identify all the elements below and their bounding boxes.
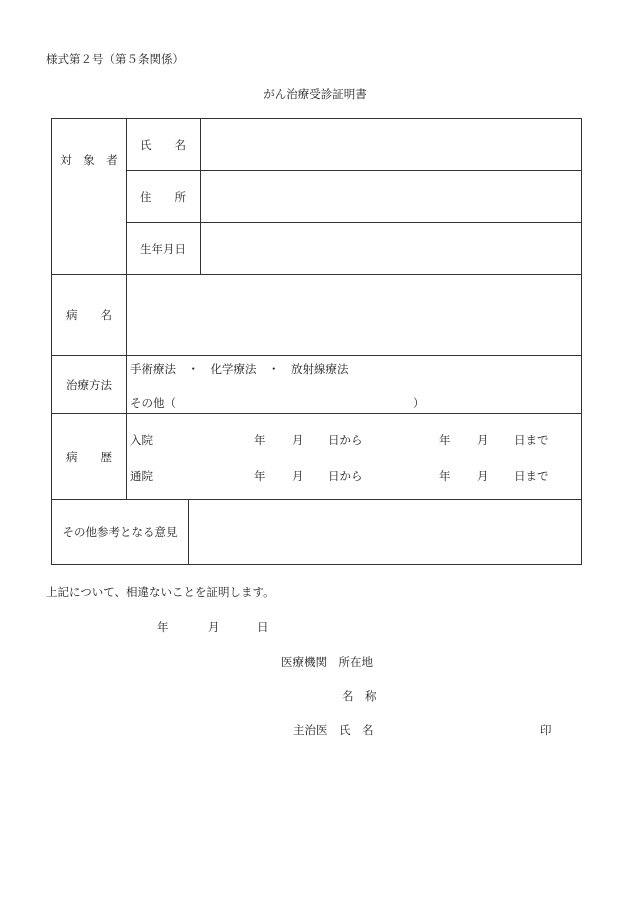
history-to-year: 年 [439,469,451,483]
certificate-table [51,118,582,565]
name-field[interactable] [201,119,581,170]
history-from-month: 月 [292,469,304,483]
history-to-month: 月 [477,469,489,483]
row-divider [52,413,581,414]
treatment-options[interactable]: 手術療法 ・ 化学療法 ・ 放射線療法 [130,362,349,376]
date-year: 年 [157,620,169,634]
disease-field[interactable] [127,275,581,355]
institution-name-label: 名 称 [342,689,377,703]
form-number: 様式第２号（第５条関係） [46,52,184,66]
history-from-month: 月 [292,433,304,447]
birthdate-field[interactable] [201,223,581,274]
history-kind: 通院 [130,469,153,483]
doctor-name-label: 主治医 氏 名 [293,723,374,737]
history-from-year: 年 [254,433,266,447]
treatment-other-field[interactable] [182,392,412,410]
history-from-day: 日から [328,433,363,447]
history-from-year: 年 [254,469,266,483]
address-label: 住 所 [140,189,186,204]
treatment-other-close: ） [413,396,425,410]
history-from-day: 日から [328,469,363,483]
seal-mark: 印 [540,723,552,737]
treatment-other-open: その他（ [130,396,176,410]
name-label: 氏 名 [140,137,186,152]
history-to-day: 日まで [514,433,549,447]
history-to-month: 月 [477,433,489,447]
remarks-field[interactable] [189,500,581,564]
history-to-day: 日まで [514,469,549,483]
date-month: 月 [208,620,220,634]
document-title: がん治療受診証明書 [263,87,367,101]
history-kind: 入院 [130,433,153,447]
history-label: 病 歴 [66,449,112,464]
date-day: 日 [257,620,269,634]
certification-text: 上記について、相違ないことを証明します。 [46,585,275,599]
address-field[interactable] [201,171,581,222]
birthdate-label: 生年月日 [140,241,186,256]
subject-label: 対 象 者 [60,153,118,167]
history-to-year: 年 [439,433,451,447]
treatment-label: 治療方法 [66,377,112,392]
remarks-label: その他参考となる意見 [62,525,178,539]
row-divider [52,355,581,356]
institution-location-label: 医療機関 所在地 [281,655,373,669]
disease-label: 病 名 [66,308,112,322]
